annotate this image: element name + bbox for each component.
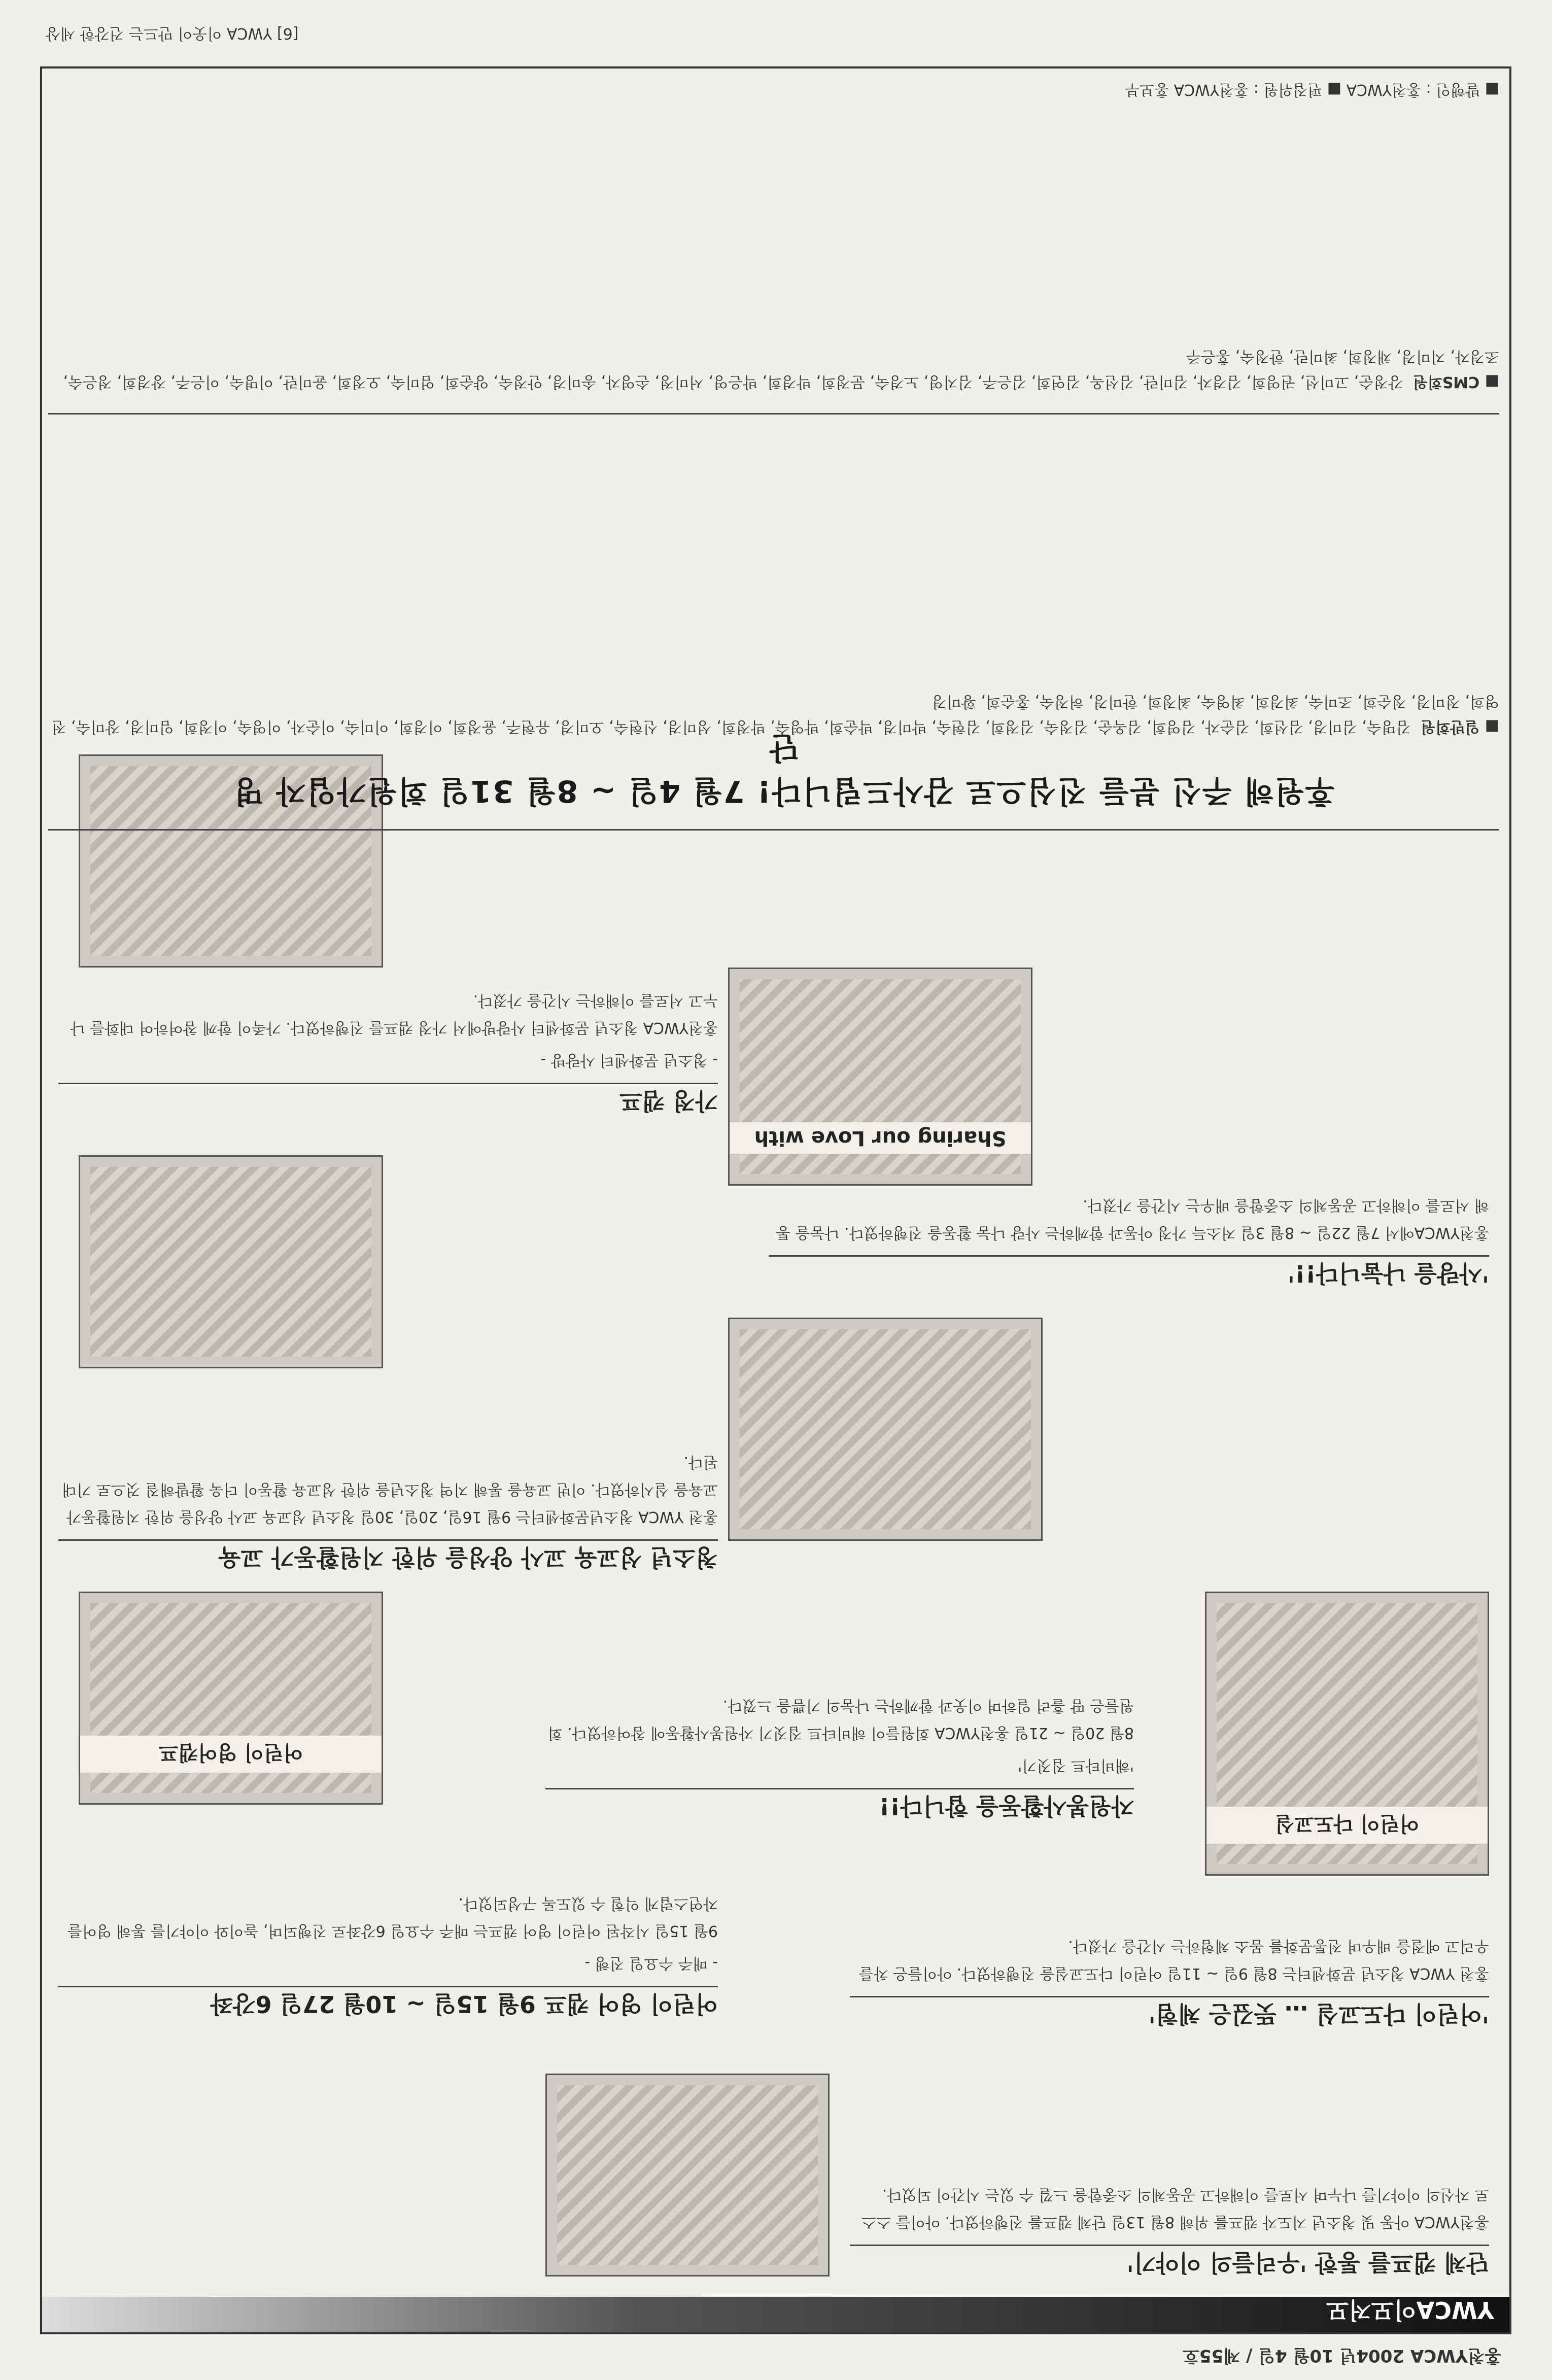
article-body: 홍천YWCA 청소년 문화센터 사랑방에서 가정 캠프를 진행하였다. 가족이 함께 참여하여 대화를 나누고 서로를 이해하는 시간을 가졌다. — [70, 991, 718, 1037]
photo-english-camp — [79, 1592, 383, 1805]
article-title: '어린이 다도교실 … 뜻깊은 체험' — [850, 1996, 1489, 2028]
page-frame — [40, 66, 1511, 2334]
photo-banner: 어린이 다도교실 — [1206, 1807, 1488, 1844]
article-volunteer — [545, 1692, 1134, 1820]
article-subtitle: '해비타트 집짓기' — [1018, 1756, 1134, 1774]
article-title: 청소년 성교육 교사 양성을 위한 지원활동가 교육 — [58, 1539, 718, 1571]
article-subtitle: - 청소년 문화센터 사랑방 - — [540, 1051, 718, 1069]
cms-members-names: 강정순, 고미선, 권영희, 김경자, 김미란, 김선옥, 김연희, 김은주, 김지영, 노경숙, 문정희, 박경희, 박은영, 서미정, 손영자, 송미경, 안정숙, 양순희, 엄미숙, 오정희, 윤미란, 이명숙, 이은주, 장경희, 정은숙, 조경자, 지미경, 채정희, 최미란, 한정숙, 홍은주 — [63, 348, 1499, 391]
photo-teacher-training — [79, 1155, 383, 1368]
article-english-camp — [58, 1889, 718, 2018]
article-title: '사랑을 나눕니다!!' — [769, 1255, 1489, 1287]
article-title: 자원봉사활동을 합니다!! — [545, 1788, 1134, 1820]
thanks-heading: 후원해 주신 분들 진심으로 감사드립니다! 7월 4일 ~ 8월 31일 회원가입자 명단 — [233, 730, 1335, 809]
page-tag: [6] YWCA 이웃이 만드는 건강한 세상 — [46, 24, 299, 42]
photo-sharing-love — [728, 968, 1032, 1186]
article-sharing-love — [769, 1191, 1489, 1287]
photo-volunteer — [728, 1318, 1043, 1541]
article-body: 8월 20일 ~ 21일 홍천YWCA 회원들이 해비타트 집짓기 자원봉사활동에 참여하였다. 회원들은 땀 흘려 일하며 이웃과 함께하는 나눔의 기쁨을 느꼈다. — [547, 1697, 1134, 1742]
masthead: 홍천YWCA 2004년 10월 4일 / 제55호 — [1183, 2345, 1501, 2366]
article-teacher-training — [58, 1448, 718, 1571]
article-tea-class — [850, 1932, 1489, 2028]
article-title: 가정 캠프 — [58, 1083, 718, 1115]
regular-members-names: 김명숙, 김미경, 김선희, 김순자, 김영희, 김옥순, 김정숙, 김정희, 김현숙, 박미경, 박순희, 박영숙, 박정희, 성미경, 신현숙, 오미경, 유현주, 윤정희, 이경희, 이미숙, 이순자, 이영숙, 이정희, 임미경, 장미숙, 전영희, 정미경, 정순희, 조미숙, 최경희, 최영숙, 최정희, 한미경, 허정숙, 홍순희, 황미경 — [51, 693, 1499, 736]
article-body: 홍천YWCA에서 7월 22일 ~ 8월 3일 저소득 가정 아동과 함께하는 사랑 나눔 활동을 진행하였다. 나눔을 통해 서로를 이해하고 공동체의 소중함을 배우는 시간을 가졌다. — [776, 1196, 1489, 1241]
article-body: 홍천 YWCA 청소년 문화센터는 8월 9일 ~ 11일 어린이 다도교실을 진행하였다. 아이들은 차를 우리고 예절을 배우며 전통문화를 몸소 체험하는 시간을 가졌다. — [858, 1937, 1489, 1982]
article-body: 홍천YWCA 아동 및 청소년 지도자 캠프를 위해 8월 13일 단체 캠프를 진행하였다. 아이들 스스로 자신의 이야기를 나누며 서로를 이해하고 공동체의 소중함을 느낄 수 있는 시간이 되었다. — [861, 2186, 1489, 2231]
article-body: 홍천 YWCA 청소년문화센터는 9월 16일, 20일, 30일 청소년 성교육 교사 양성을 위한 지원활동가 교육을 실시하였다. 이번 교육을 통해 지역 청소년을 위한 성교육 활동이 더욱 활발해질 것으로 기대된다. — [62, 1453, 718, 1526]
divider — [48, 829, 1499, 831]
article-body: 9월 15일 시작된 어린이 영어 캠프는 매주 수요일 6강좌로 진행되며, 놀이와 이야기를 통해 영어를 자연스럽게 익힐 수 있도록 구성되었다. — [67, 1894, 718, 1940]
photo-banner: 어린이 영어캠프 — [80, 1736, 382, 1773]
photo-tea-class — [1205, 1592, 1489, 1876]
article-title: 어린이 영어 캠프 9월 15일 ~ 10월 27일 6강좌 — [58, 1986, 718, 2018]
article-family-camp — [58, 986, 718, 1115]
divider — [48, 413, 1499, 415]
article-subtitle: - 매주 수요일 진행 - — [584, 1954, 718, 1972]
article-camp — [850, 2181, 1489, 2276]
article-title: 단체 캠프를 통한 '우리들의 이야기' — [850, 2245, 1489, 2276]
regular-members-label: ■ 일반회원 — [1421, 718, 1499, 736]
photo-camp — [545, 2074, 830, 2276]
photo-banner: Sharing our Love with — [730, 1122, 1031, 1154]
section-header-bar — [42, 2297, 1509, 2332]
cms-members-block — [48, 343, 1499, 394]
regular-members-block — [48, 688, 1499, 739]
credit-line: ■ 발행인 : 홍천YWCA ■ 편집위원 : 홍천YWCA 홍보부 — [1125, 81, 1499, 98]
section-title: YWCA이모저모 — [1326, 2296, 1494, 2324]
cms-members-label: ■ CMS회원 — [1412, 373, 1499, 391]
